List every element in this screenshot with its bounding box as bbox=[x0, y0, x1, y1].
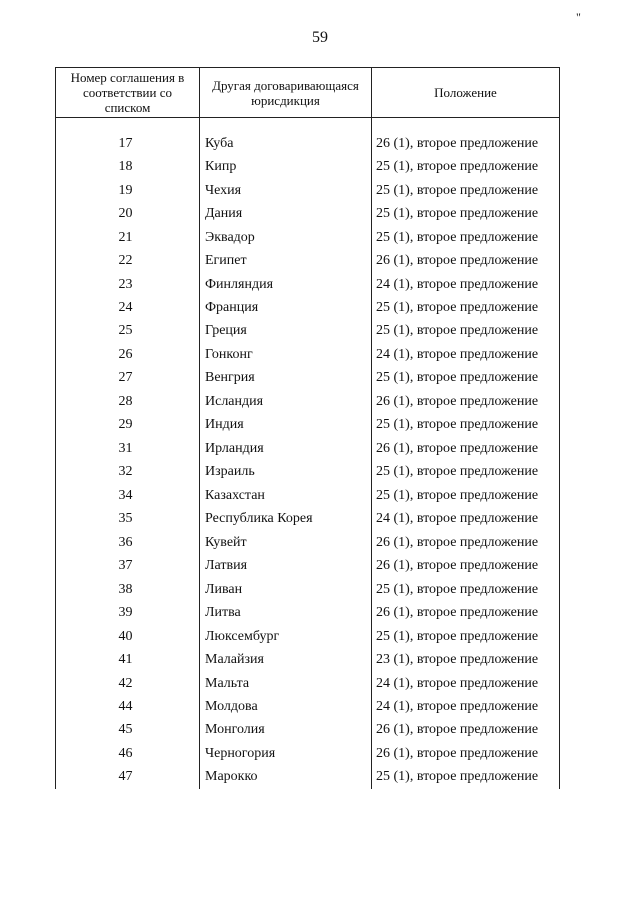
table-row bbox=[56, 367, 560, 390]
cell-agreement-number: 32 bbox=[56, 461, 200, 484]
table-row bbox=[56, 508, 560, 531]
cell-provision: 25 (1), второе предложение bbox=[372, 461, 560, 484]
cell-jurisdiction: Молдова bbox=[200, 695, 372, 718]
table-row bbox=[56, 226, 560, 249]
table-row bbox=[56, 554, 560, 577]
cell-provision: 24 (1), второе предложение bbox=[372, 672, 560, 695]
agreements-table bbox=[55, 67, 560, 789]
table-row bbox=[56, 695, 560, 718]
table-row bbox=[56, 461, 560, 484]
table-row bbox=[56, 343, 560, 366]
table-row bbox=[56, 273, 560, 296]
table-row bbox=[56, 249, 560, 272]
cell-provision: 24 (1), второе предложение bbox=[372, 508, 560, 531]
cell-agreement-number: 26 bbox=[56, 343, 200, 366]
table-row bbox=[56, 531, 560, 554]
cell-jurisdiction: Ливан bbox=[200, 578, 372, 601]
header-jurisdiction: Другая договаривающаяся юрисдикция bbox=[200, 68, 372, 118]
cell-provision: 25 (1), второе предложение bbox=[372, 367, 560, 390]
cell-jurisdiction: Казахстан bbox=[200, 484, 372, 507]
cell-agreement-number: 22 bbox=[56, 249, 200, 272]
cell-agreement-number: 31 bbox=[56, 437, 200, 460]
cell-provision: 25 (1), второе предложение bbox=[372, 484, 560, 507]
cell-jurisdiction: Кувейт bbox=[200, 531, 372, 554]
cell-provision: 26 (1), второе предложение bbox=[372, 531, 560, 554]
cell-agreement-number: 36 bbox=[56, 531, 200, 554]
cell-jurisdiction: Марокко bbox=[200, 766, 372, 789]
cell-agreement-number: 35 bbox=[56, 508, 200, 531]
cell-agreement-number: 39 bbox=[56, 601, 200, 624]
cell-jurisdiction: Израиль bbox=[200, 461, 372, 484]
table-row bbox=[56, 414, 560, 437]
cell-jurisdiction: Черногория bbox=[200, 742, 372, 765]
table-row bbox=[56, 179, 560, 202]
cell-jurisdiction: Ирландия bbox=[200, 437, 372, 460]
cell-provision: 25 (1), второе предложение bbox=[372, 155, 560, 178]
table-row bbox=[56, 625, 560, 648]
cell-provision: 24 (1), второе предложение bbox=[372, 343, 560, 366]
cell-provision: 26 (1), второе предложение bbox=[372, 390, 560, 413]
cell-agreement-number: 29 bbox=[56, 414, 200, 437]
cell-jurisdiction: Египет bbox=[200, 249, 372, 272]
cell-agreement-number: 47 bbox=[56, 766, 200, 789]
cell-jurisdiction: Куба bbox=[200, 132, 372, 155]
cell-jurisdiction: Республика Корея bbox=[200, 508, 372, 531]
cell-jurisdiction: Франция bbox=[200, 296, 372, 319]
table-row bbox=[56, 672, 560, 695]
cell-provision: 26 (1), второе предложение bbox=[372, 554, 560, 577]
table-row bbox=[56, 390, 560, 413]
cell-jurisdiction: Монголия bbox=[200, 719, 372, 742]
cell-jurisdiction: Греция bbox=[200, 320, 372, 343]
cell-agreement-number: 18 bbox=[56, 155, 200, 178]
cell-provision: 25 (1), второе предложение bbox=[372, 414, 560, 437]
header-agreement-number: Номер соглашения в соответствии со списком bbox=[56, 68, 200, 118]
cell-agreement-number: 25 bbox=[56, 320, 200, 343]
cell-agreement-number: 34 bbox=[56, 484, 200, 507]
cell-agreement-number: 17 bbox=[56, 132, 200, 155]
cell-agreement-number: 40 bbox=[56, 625, 200, 648]
cell-provision: 25 (1), второе предложение bbox=[372, 320, 560, 343]
cell-agreement-number: 46 bbox=[56, 742, 200, 765]
table-row bbox=[56, 648, 560, 671]
cell-jurisdiction: Люксембург bbox=[200, 625, 372, 648]
cell-provision: 25 (1), второе предложение bbox=[372, 296, 560, 319]
corner-mark: " bbox=[576, 10, 581, 24]
table-row bbox=[56, 155, 560, 178]
table-row bbox=[56, 320, 560, 343]
cell-agreement-number: 27 bbox=[56, 367, 200, 390]
cell-agreement-number: 45 bbox=[56, 719, 200, 742]
cell-provision: 26 (1), второе предложение bbox=[372, 437, 560, 460]
cell-provision: 26 (1), второе предложение bbox=[372, 719, 560, 742]
table-row bbox=[56, 202, 560, 225]
cell-jurisdiction: Литва bbox=[200, 601, 372, 624]
cell-provision: 23 (1), второе предложение bbox=[372, 648, 560, 671]
table-body bbox=[56, 118, 560, 790]
cell-provision: 26 (1), второе предложение bbox=[372, 132, 560, 155]
cell-jurisdiction: Индия bbox=[200, 414, 372, 437]
cell-agreement-number: 44 bbox=[56, 695, 200, 718]
cell-provision: 25 (1), второе предложение bbox=[372, 625, 560, 648]
table-row bbox=[56, 742, 560, 765]
cell-provision: 26 (1), второе предложение bbox=[372, 742, 560, 765]
table-row bbox=[56, 296, 560, 319]
cell-agreement-number: 37 bbox=[56, 554, 200, 577]
cell-jurisdiction: Мальта bbox=[200, 672, 372, 695]
cell-provision: 25 (1), второе предложение bbox=[372, 179, 560, 202]
cell-agreement-number: 38 bbox=[56, 578, 200, 601]
table-row bbox=[56, 601, 560, 624]
cell-provision: 26 (1), второе предложение bbox=[372, 601, 560, 624]
cell-jurisdiction: Дания bbox=[200, 202, 372, 225]
table-row bbox=[56, 578, 560, 601]
cell-agreement-number: 41 bbox=[56, 648, 200, 671]
cell-agreement-number: 20 bbox=[56, 202, 200, 225]
cell-jurisdiction: Чехия bbox=[200, 179, 372, 202]
header-provision: Положение bbox=[372, 68, 560, 118]
table-row bbox=[56, 719, 560, 742]
cell-jurisdiction: Кипр bbox=[200, 155, 372, 178]
cell-provision: 26 (1), второе предложение bbox=[372, 249, 560, 272]
cell-jurisdiction: Гонконг bbox=[200, 343, 372, 366]
cell-agreement-number: 21 bbox=[56, 226, 200, 249]
cell-provision: 24 (1), второе предложение bbox=[372, 695, 560, 718]
table-header-row bbox=[56, 68, 560, 118]
table-spacer-row bbox=[56, 118, 560, 133]
cell-jurisdiction: Финляндия bbox=[200, 273, 372, 296]
cell-agreement-number: 19 bbox=[56, 179, 200, 202]
cell-jurisdiction: Эквадор bbox=[200, 226, 372, 249]
cell-agreement-number: 24 bbox=[56, 296, 200, 319]
cell-jurisdiction: Исландия bbox=[200, 390, 372, 413]
cell-agreement-number: 42 bbox=[56, 672, 200, 695]
page-number: 59 bbox=[312, 29, 328, 46]
cell-jurisdiction: Малайзия bbox=[200, 648, 372, 671]
cell-provision: 25 (1), второе предложение bbox=[372, 202, 560, 225]
cell-provision: 25 (1), второе предложение bbox=[372, 578, 560, 601]
cell-provision: 25 (1), второе предложение bbox=[372, 766, 560, 789]
table-row bbox=[56, 484, 560, 507]
cell-jurisdiction: Венгрия bbox=[200, 367, 372, 390]
cell-jurisdiction: Латвия bbox=[200, 554, 372, 577]
cell-agreement-number: 23 bbox=[56, 273, 200, 296]
table-row bbox=[56, 132, 560, 155]
cell-provision: 24 (1), второе предложение bbox=[372, 273, 560, 296]
cell-agreement-number: 28 bbox=[56, 390, 200, 413]
cell-provision: 25 (1), второе предложение bbox=[372, 226, 560, 249]
table-row bbox=[56, 766, 560, 789]
table-row bbox=[56, 437, 560, 460]
